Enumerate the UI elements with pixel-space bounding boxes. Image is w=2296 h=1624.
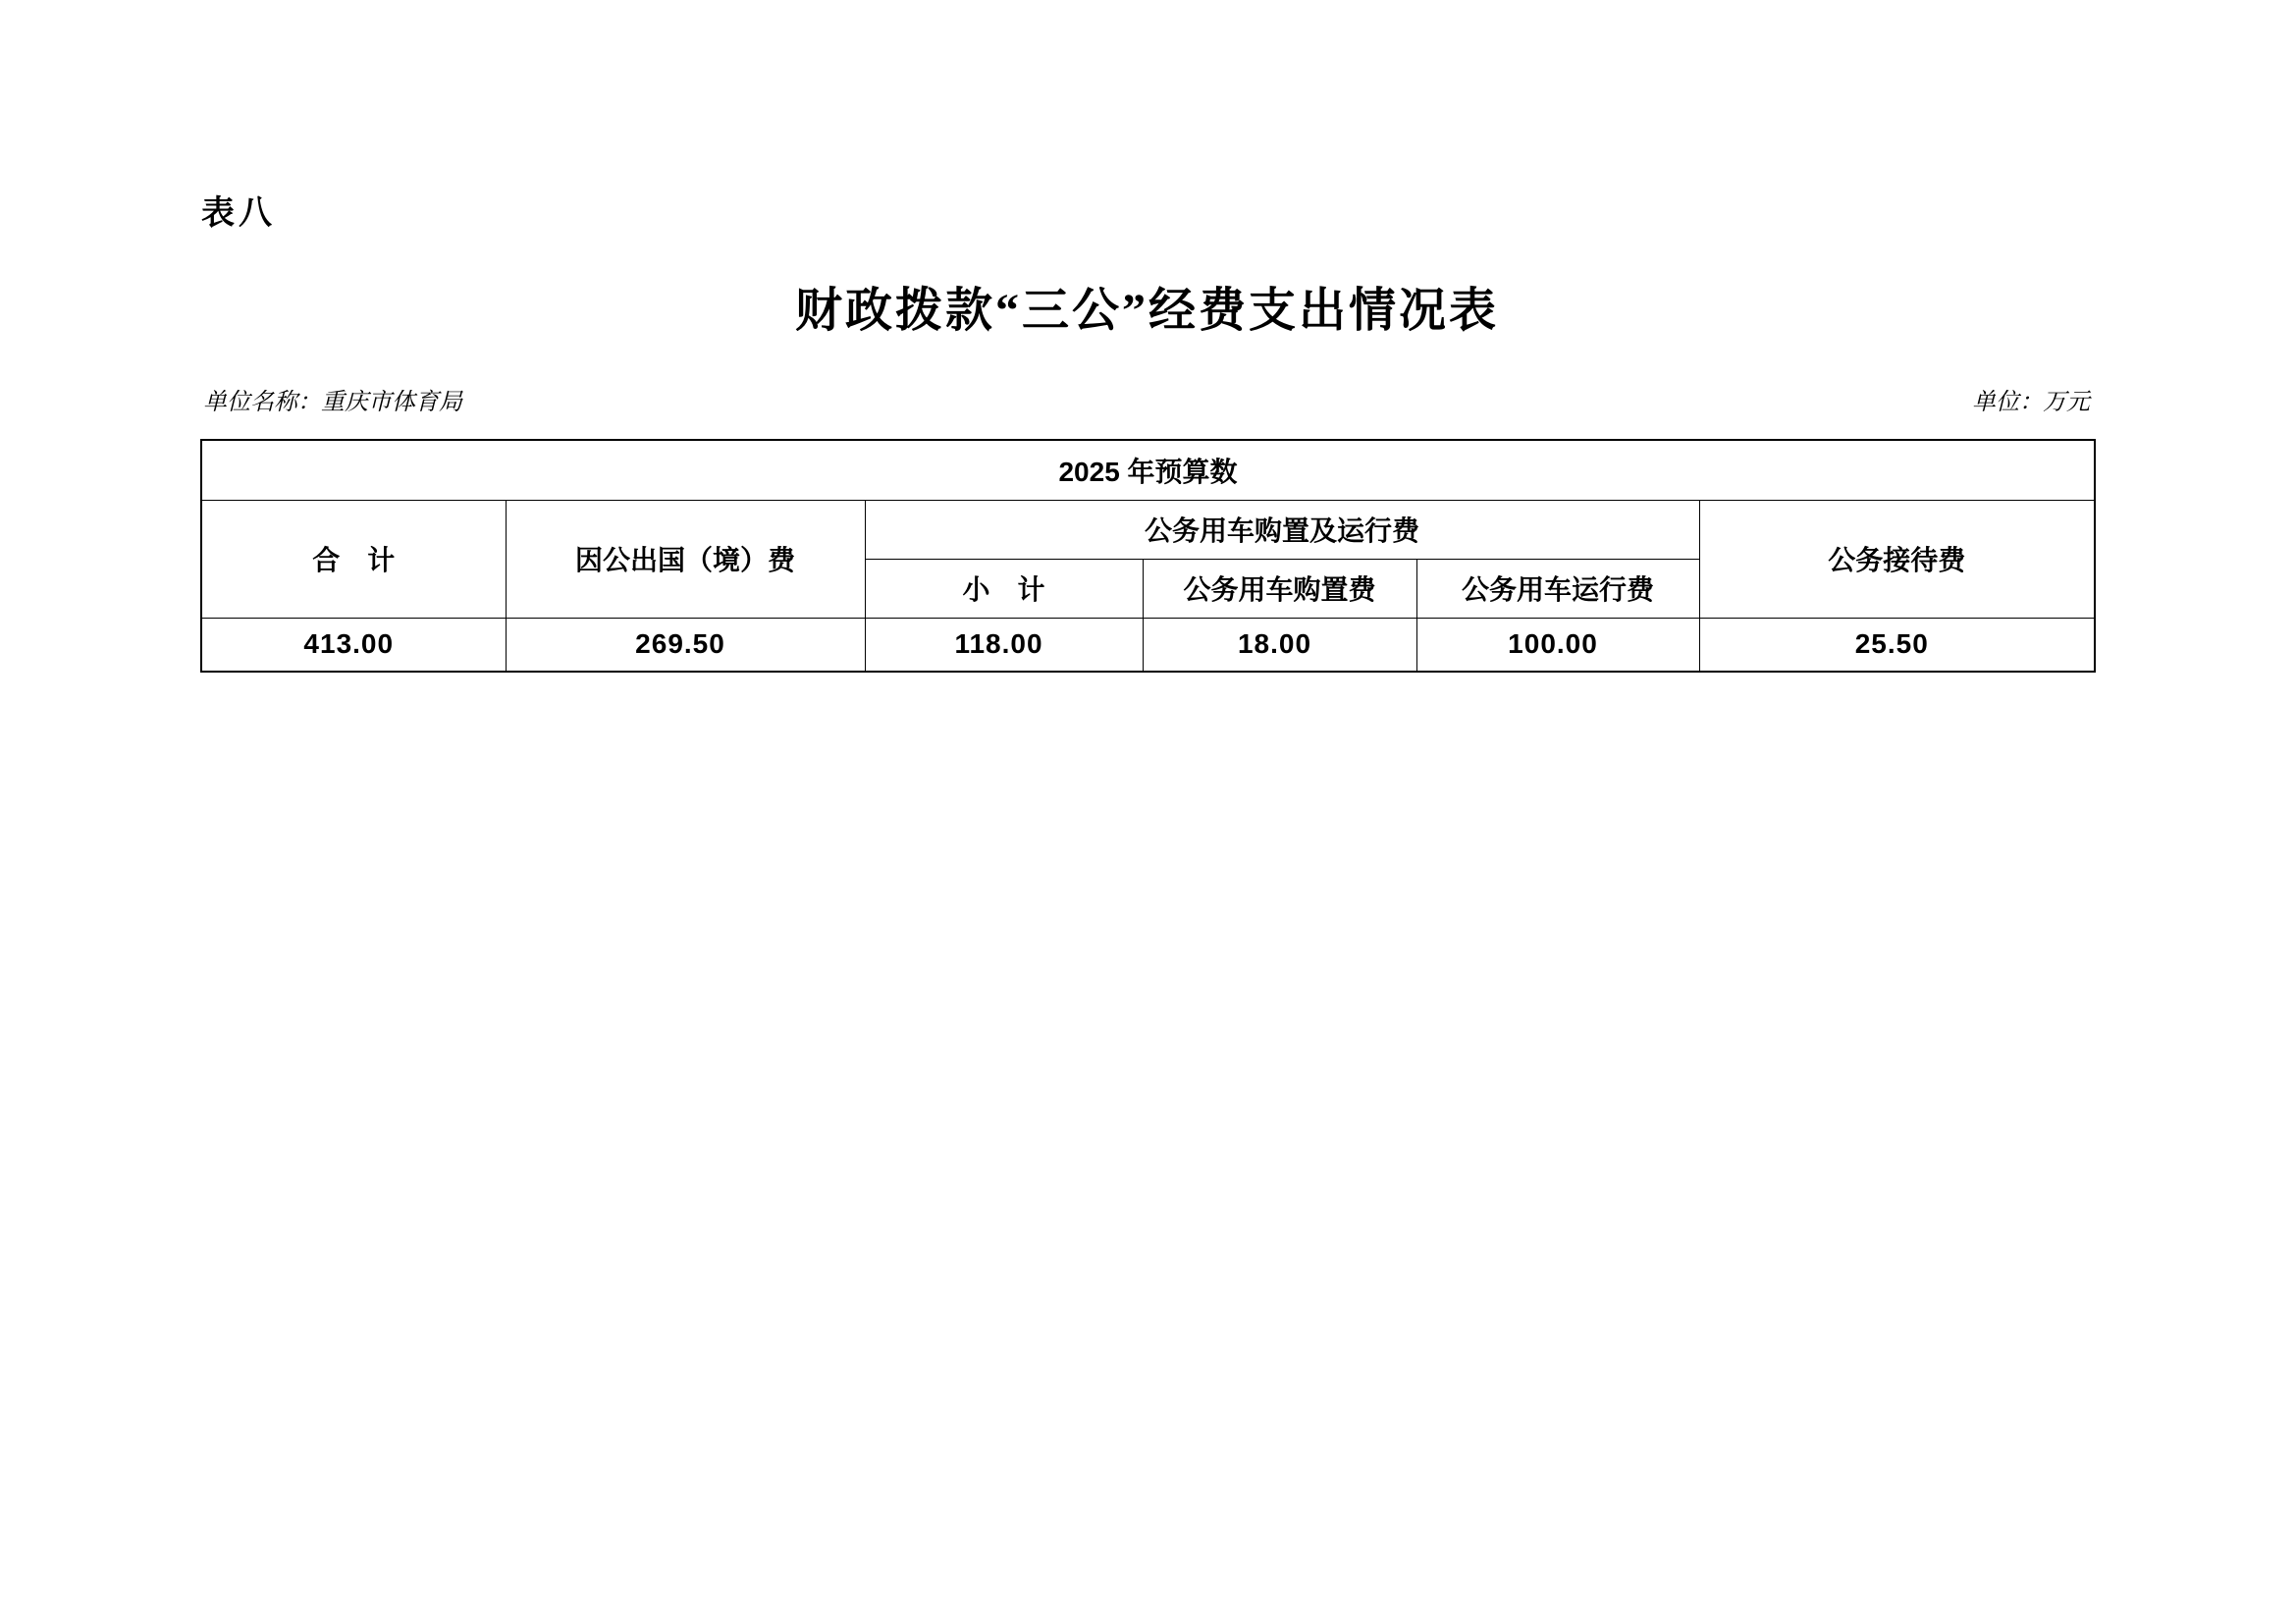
header-vehicle-operation-cell: 公务用车运行费 — [1416, 559, 1699, 618]
header-reception-cell: 公务接待费 — [1699, 500, 2095, 618]
budget-table — [200, 439, 2096, 673]
header-vehicle-subtotal-cell: 小 计 — [865, 559, 1143, 618]
unit-of-measure-label: 单位：万元 — [1972, 390, 2090, 415]
value-abroad-cell: 269.50 — [506, 618, 865, 672]
value-total-cell: 413.00 — [201, 618, 506, 672]
unit-name-label: 单位名称：重庆市体育局 — [203, 390, 462, 415]
value-vehicle-purchase-cell: 18.00 — [1143, 618, 1416, 672]
value-vehicle-subtotal-cell: 118.00 — [865, 618, 1143, 672]
table-row-year — [201, 440, 2095, 500]
value-vehicle-operation-cell: 100.00 — [1416, 618, 1699, 672]
table-number-label: 表八 — [201, 194, 276, 232]
year-header-cell: 2025 年预算数 — [201, 440, 2095, 500]
header-abroad-cell: 因公出国（境）费 — [506, 500, 865, 618]
meta-row — [200, 389, 2094, 417]
table-row-header-top — [201, 500, 2095, 559]
header-vehicle-purchase-cell: 公务用车购置费 — [1143, 559, 1416, 618]
header-total-cell: 合 计 — [201, 500, 506, 618]
header-vehicle-group-cell: 公务用车购置及运行费 — [865, 500, 1699, 559]
page-title: 财政拨款“三公”经费支出情况表 — [794, 285, 1499, 337]
table-row-data — [201, 618, 2095, 672]
value-reception-cell: 25.50 — [1699, 618, 2095, 672]
